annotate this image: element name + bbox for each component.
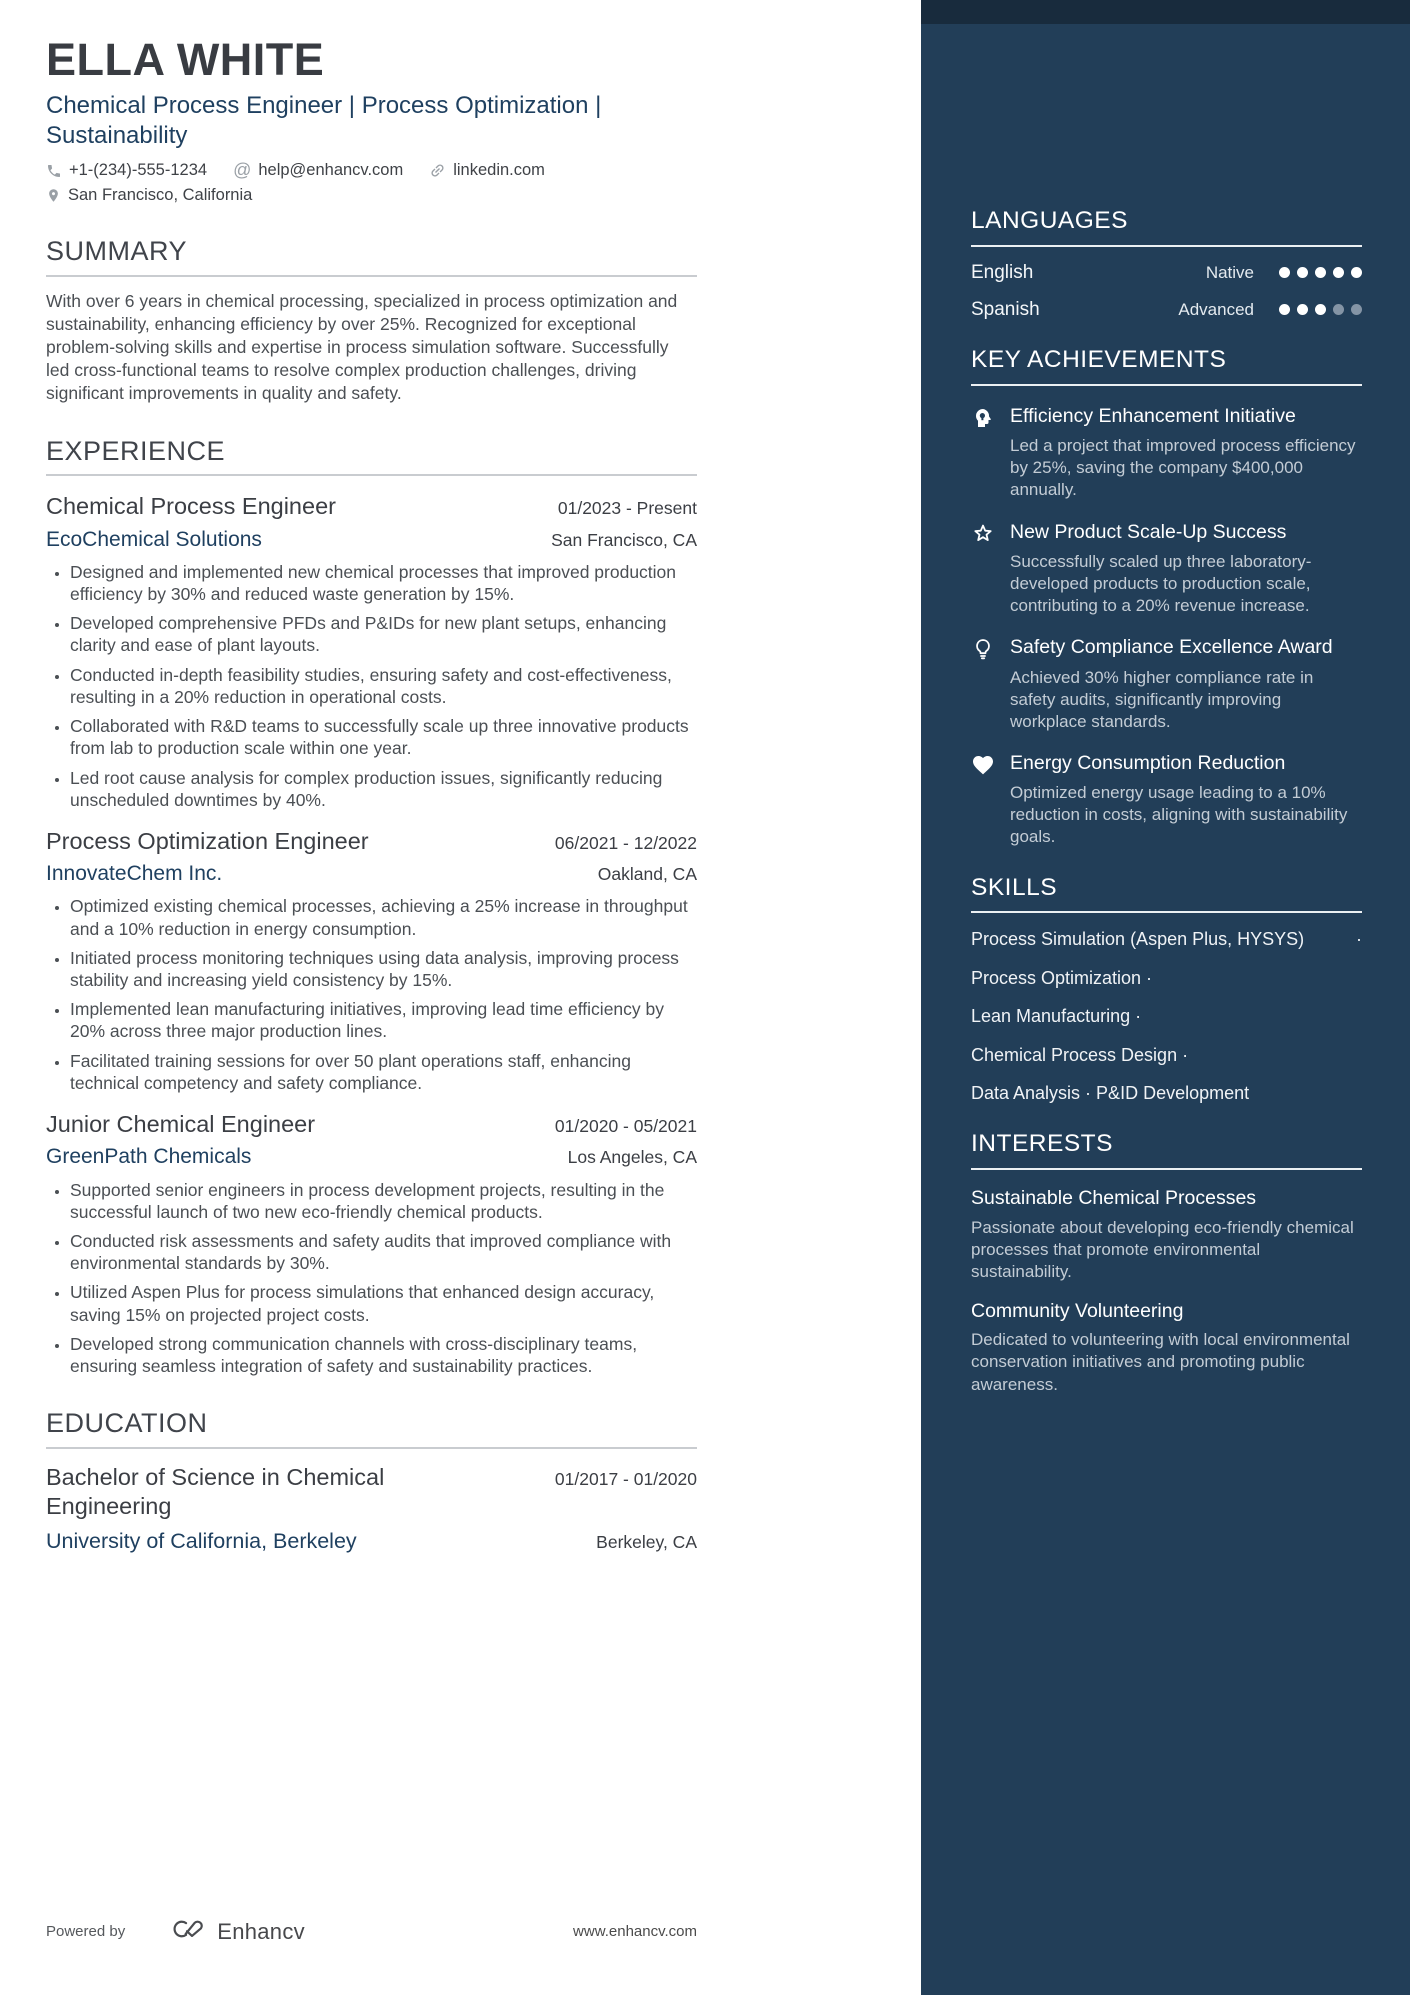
achievement-title: Energy Consumption Reduction <box>1010 751 1286 774</box>
footer <box>46 1916 697 1947</box>
location-item <box>46 186 252 205</box>
phone-icon <box>46 163 62 179</box>
job-entry <box>46 827 697 1094</box>
bullet-item: • Implemented lean manufacturing initiatives, improving lead time efficiency by 20% across three major production lines. <box>70 998 697 1042</box>
sidebar-top-strip <box>921 0 1410 24</box>
job-entry <box>46 1110 697 1377</box>
achievements-heading: KEY ACHIEVEMENTS <box>971 345 1227 373</box>
achievement-item <box>971 520 1362 618</box>
website-link[interactable]: linkedin.com <box>453 161 545 180</box>
skill-label: Process Simulation (Aspen Plus, HYSYS) <box>971 929 1305 950</box>
skill-item: Chemical Process Design · <box>971 1044 1189 1065</box>
section-divider <box>971 384 1362 386</box>
languages-heading: LANGUAGES <box>971 207 1128 234</box>
interest-item <box>971 1299 1362 1396</box>
enhancv-logo-icon <box>167 1916 207 1947</box>
language-name: Spanish <box>971 298 1040 320</box>
skill-item: Process Optimization · <box>971 967 1153 988</box>
achievement-title: Safety Compliance Excellence Award <box>1010 636 1333 659</box>
summary-section <box>46 237 697 405</box>
bullet-item: • Facilitated training sessions for over 50 plant operations staff, enhancing technical competency and safety compliance. <box>70 1050 697 1094</box>
phone-number: +1-(234)-555-1234 <box>69 161 208 180</box>
education-location: Berkeley, CA <box>596 1532 697 1553</box>
education-heading: EDUCATION <box>46 1408 208 1439</box>
job-bullets <box>46 561 697 811</box>
job-title: Process Optimization Engineer <box>46 828 369 854</box>
company-name[interactable]: GreenPath Chemicals <box>46 1145 252 1169</box>
company-name[interactable]: InnovateChem Inc. <box>46 862 223 886</box>
experience-heading: EXPERIENCE <box>46 436 226 467</box>
bullet-item: • Initiated process monitoring techniques using data analysis, improving process stability and increasing yield consistency by 15%. <box>70 947 697 991</box>
achievement-item <box>971 751 1362 849</box>
link-icon <box>429 162 446 179</box>
bullet-item: • Designed and implemented new chemical processes that improved production efficiency by 30% and reduced waste generation by 15%. <box>70 561 697 605</box>
job-bullets <box>46 895 697 1094</box>
job-dates: 01/2023 - Present <box>557 498 697 519</box>
section-divider <box>46 474 697 476</box>
candidate-name: ELLA WHITE <box>46 34 325 85</box>
degree-title: Bachelor of Science in Chemical Engineering <box>46 1463 385 1519</box>
website-item <box>429 160 545 181</box>
achievement-text: Optimized energy usage leading to a 10% reduction in costs, aligning with sustainability goals. <box>1010 783 1348 847</box>
section-divider <box>971 1168 1362 1170</box>
enhancv-brand[interactable]: Enhancv <box>217 1918 305 1944</box>
language-rating-dots <box>1272 304 1362 315</box>
achievement-text: Successfully scaled up three laboratory-developed products to production scale, contributing to a 20% revenue increase. <box>1010 551 1312 616</box>
section-divider <box>971 911 1362 913</box>
bullet-item: • Developed comprehensive PFDs and P&IDs for new plant setups, enhancing clarity and ease of plant layouts. <box>70 612 697 656</box>
bullet-item: • Optimized existing chemical processes, achieving a 25% increase in throughput and a 10% reduction in energy consumption. <box>70 895 697 939</box>
summary-text: With over 6 years in chemical processing, specialized in process optimization and sustainability, enhancing efficiency by over 25%. Recognized for exceptional problem-solving skills and expertise in process simulation software. Successfully led cross-functional teams to resolve complex production challenges, driving significant improvements in quality and safety. <box>46 290 678 403</box>
location-text: San Francisco, California <box>68 186 253 205</box>
achievement-title: New Product Scale-Up Success <box>1010 520 1287 543</box>
phone-item <box>46 160 207 181</box>
bullet-item: • Conducted risk assessments and safety audits that improved compliance with environmental standards by 30%. <box>70 1230 697 1274</box>
job-dates: 01/2020 - 05/2021 <box>554 1116 697 1137</box>
bullet-item: • Developed strong communication channels with cross-disciplinary teams, ensuring seamless integration of safety and sustainability practices. <box>70 1333 697 1377</box>
summary-heading: SUMMARY <box>46 236 188 267</box>
job-title: Chemical Process Engineer <box>46 493 336 520</box>
languages-section <box>971 208 1362 321</box>
sidebar <box>921 0 1410 1995</box>
section-divider <box>46 275 697 277</box>
achievement-item <box>971 635 1362 733</box>
job-bullets <box>46 1179 697 1378</box>
interest-text: Passionate about developing eco-friendly chemical processes that promote environmental sustainability. <box>971 1217 1354 1281</box>
achievement-title: Efficiency Enhancement Initiative <box>1010 404 1296 427</box>
bullet-item: • Utilized Aspen Plus for process simulations that enhanced design accuracy, saving 15% on projected project costs. <box>70 1281 697 1325</box>
skills-section <box>971 875 1362 1106</box>
education-section <box>46 1409 697 1555</box>
job-entry <box>46 492 697 811</box>
heart-icon <box>971 751 997 849</box>
email-at-icon: @ <box>233 160 252 181</box>
bullet-item: • Collaborated with R&D teams to successfully scale up three innovative products from lab to production scale within one year. <box>70 715 697 759</box>
achievement-text: Led a project that improved process efficiency by 25%, saving the company $400,000 annually. <box>1010 436 1356 500</box>
star-icon <box>971 520 997 618</box>
skill-item: Lean Manufacturing · <box>971 1006 1142 1027</box>
achievement-item <box>971 404 1362 502</box>
skills-heading: SKILLS <box>971 873 1058 901</box>
candidate-headline: Chemical Process Engineer | Process Optimization | Sustainability <box>46 92 602 149</box>
mind-idea-icon <box>971 404 997 502</box>
job-location: San Francisco, CA <box>551 529 697 550</box>
job-location: Los Angeles, CA <box>567 1147 697 1168</box>
language-row <box>971 299 1362 321</box>
skill-separator-dot: · <box>1356 929 1362 950</box>
experience-section <box>46 437 697 1377</box>
interest-title: Community Volunteering <box>971 1299 1184 1322</box>
interest-text: Dedicated to volunteering with local environmental conservation initiatives and promoting public awareness. <box>971 1330 1350 1394</box>
contact-info <box>46 160 694 205</box>
email-item <box>233 160 403 181</box>
job-title: Junior Chemical Engineer <box>46 1111 316 1138</box>
language-level: Advanced <box>1178 299 1254 319</box>
bullet-item: • Supported senior engineers in process development projects, resulting in the successful launch of two new eco-friendly chemical products. <box>70 1179 697 1223</box>
language-row <box>971 262 1362 284</box>
interests-heading: INTERESTS <box>971 1130 1113 1158</box>
interest-item <box>971 1186 1362 1283</box>
location-pin-icon <box>46 187 61 204</box>
email-address[interactable]: help@enhancv.com <box>258 161 404 180</box>
job-location: Oakland, CA <box>597 864 697 885</box>
language-name: English <box>971 261 1034 283</box>
powered-by-label: Powered by <box>46 1923 126 1940</box>
school-name[interactable]: University of California, Berkeley <box>46 1529 357 1554</box>
interest-title: Sustainable Chemical Processes <box>971 1187 1257 1210</box>
education-dates: 01/2017 - 01/2020 <box>554 1468 697 1489</box>
achievements-section <box>971 347 1362 849</box>
language-rating-dots <box>1272 267 1362 278</box>
lightbulb-icon <box>971 635 997 733</box>
skill-item: Data Analysis · P&ID Development <box>971 1083 1250 1103</box>
bullet-item: • Led root cause analysis for complex production issues, significantly reducing unscheduled downtimes by 40%. <box>70 767 697 811</box>
language-level: Native <box>1205 262 1254 282</box>
company-name[interactable]: EcoChemical Solutions <box>46 527 262 551</box>
enhancv-website[interactable]: www.enhancv.com <box>573 1923 697 1940</box>
achievement-text: Achieved 30% higher compliance rate in safety audits, significantly improving workplace standards. <box>1010 667 1314 731</box>
bullet-item: • Conducted in-depth feasibility studies, ensuring safety and cost-effectiveness, resulting in a 20% reduction in operational costs. <box>70 664 697 708</box>
skill-item <box>971 928 1362 951</box>
interests-section <box>971 1131 1362 1395</box>
job-dates: 06/2021 - 12/2022 <box>554 833 697 853</box>
section-divider <box>971 245 1362 247</box>
